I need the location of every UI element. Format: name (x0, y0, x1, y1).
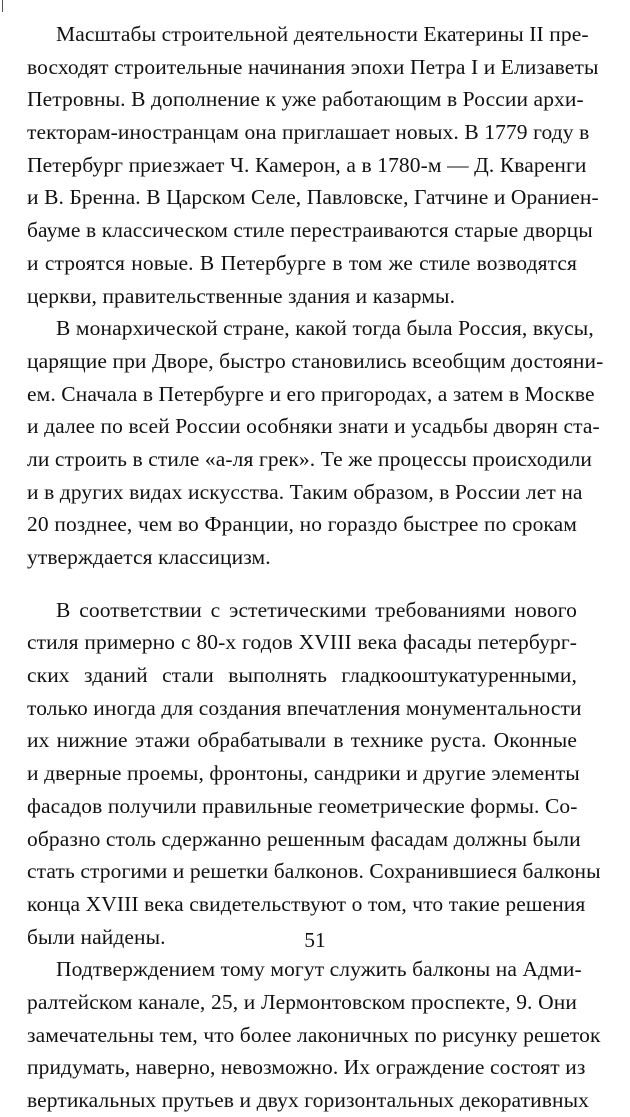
text-line: и В. Бренна. В Царском Селе, Павловске, Гатчине и Ораниен- (27, 185, 599, 210)
text-line: 20 позднее, чем во Франции, но гораздо быстрее по срокам (27, 512, 577, 537)
text-line: вертикальных прутьев и двух горизонтальных декоративных (27, 1088, 589, 1112)
text-line: придумать, наверно, невозможно. Их ограждение состоят из (27, 1055, 586, 1080)
text-line: образно столь сдержанно решенным фасадам должны были (27, 826, 581, 851)
text-line: конца XVIII века свидетельствуют о том, что такие решения (27, 891, 586, 916)
text-line: бауме в классическом стиле перестраиваются старые дворцы (27, 218, 593, 243)
text-line: и далее по всей России особняки знати и усадьбы дворян ста- (27, 414, 600, 439)
text-line: ли строить в стиле «а-ля грек». Те же процессы происходили (27, 446, 593, 471)
paragraph (27, 594, 601, 954)
text-line: Масштабы строительной деятельности Екатерины II пре- (56, 22, 589, 46)
text-line: Петербург приезжает Ч. Камерон, а в 1780-м — Д. Кваренги (27, 152, 587, 177)
paragraph (27, 18, 599, 312)
text-line: только иногда для создания впечатления монументальности (27, 695, 582, 720)
text-line: Подтверждением тому могут служить балконы на Адми- (56, 957, 582, 982)
text-line: ралтейском канале, 25, и Лермонтовском проспекте, 9. Они (27, 989, 577, 1014)
text-line: В соответствии с эстетическими требованиями нового (56, 597, 577, 622)
text-line: и строятся новые. В Петербурге в том же стиле возводятся (27, 250, 577, 275)
text-line: замечательны тем, что более лаконичных по рисунку решеток (27, 1022, 601, 1047)
text-line: их нижние этажи обрабатывали в технике руста. Оконные (27, 728, 577, 753)
text-line: стиля примерно с 80-х годов XVIII века фасады петербург- (27, 630, 577, 655)
text-line: и дверные проемы, фронтоны, сандрики и другие элементы (27, 761, 580, 786)
section-break (27, 574, 577, 594)
text-line: церкви, правительственные здания и казармы. (27, 283, 456, 308)
text-line: ских зданий стали выполнять гладкооштукатуренными, (27, 663, 577, 688)
text-line: В монархической стране, какой тогда была Россия, вкусы, (56, 316, 594, 341)
paragraph (27, 953, 601, 1116)
text-line: ем. Сначала в Петербурге и его пригородах, а затем в Москве (27, 381, 595, 406)
text-line: фасадов получили правильные геометрические формы. Со- (27, 793, 578, 818)
text-line: царящие при Дворе, быстро становились всеобщим достояни- (27, 348, 604, 373)
text-line: стать строгими и решетки балконов. Сохранившиеся балконы (27, 859, 601, 884)
text-line: были найдены. (27, 924, 166, 949)
text-line: и в других видах искусства. Таким образом, в России лет на (27, 479, 583, 504)
text-line: утверждается классицизм. (27, 545, 271, 569)
text-line: восходят строительные начинания эпохи Петра I и Елизаветы (27, 54, 599, 79)
paragraph (27, 312, 604, 574)
text-line: Петровны. В дополнение к уже работающим в России архи- (27, 87, 584, 112)
text-line: текторам-иностранцам она приглашает новых. В 1779 году в (27, 120, 590, 145)
page-number: 51 (304, 928, 326, 952)
scan-edge-mark (2, 0, 3, 12)
